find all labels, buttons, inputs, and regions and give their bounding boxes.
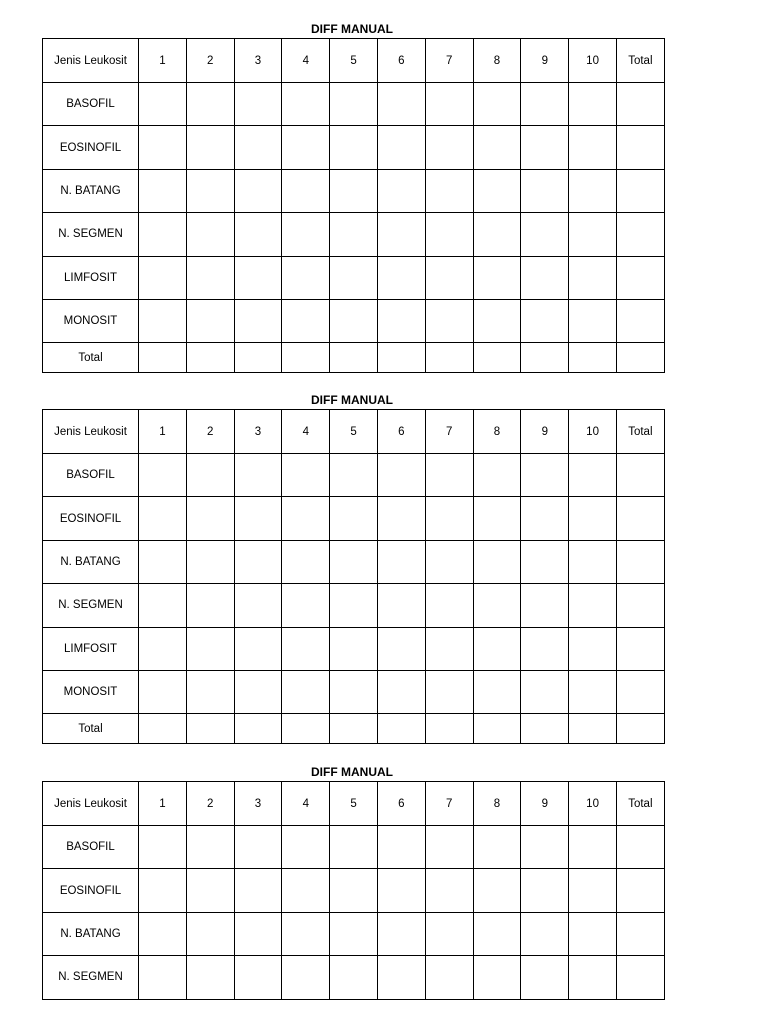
header-cell: 6 xyxy=(377,410,425,454)
row-label: Total xyxy=(43,343,139,373)
count-cell[interactable] xyxy=(186,454,234,497)
count-cell[interactable] xyxy=(282,126,330,169)
table-row xyxy=(43,169,665,212)
count-cell[interactable] xyxy=(473,956,521,999)
header-cell: 10 xyxy=(569,39,617,83)
sheet-title: DIFF MANUAL xyxy=(311,393,393,407)
count-cell[interactable] xyxy=(234,454,282,497)
count-cell[interactable] xyxy=(425,497,473,540)
count-cell[interactable] xyxy=(425,584,473,627)
total-cell[interactable] xyxy=(616,83,664,126)
total-row xyxy=(43,343,665,373)
count-cell[interactable] xyxy=(473,584,521,627)
count-cell[interactable] xyxy=(521,627,569,670)
count-cell[interactable] xyxy=(282,256,330,299)
count-cell[interactable] xyxy=(282,912,330,955)
table-row xyxy=(43,912,665,955)
leukocyte-count-table xyxy=(42,38,665,373)
count-cell[interactable] xyxy=(521,956,569,999)
count-cell[interactable] xyxy=(330,299,378,342)
header-cell: 9 xyxy=(521,39,569,83)
count-cell[interactable] xyxy=(473,670,521,713)
header-cell: Jenis Leukosit xyxy=(43,39,139,83)
count-cell[interactable] xyxy=(377,454,425,497)
row-label: EOSINOFIL xyxy=(43,869,139,912)
header-cell: Total xyxy=(616,410,664,454)
header-cell: 3 xyxy=(234,782,282,826)
table-row xyxy=(43,454,665,497)
table-row xyxy=(43,540,665,583)
count-cell[interactable] xyxy=(377,714,425,744)
count-cell[interactable] xyxy=(425,670,473,713)
diff-manual-sheet-2 xyxy=(42,391,664,744)
count-cell[interactable] xyxy=(234,83,282,126)
count-cell[interactable] xyxy=(282,584,330,627)
count-cell[interactable] xyxy=(425,454,473,497)
header-cell: 10 xyxy=(569,410,617,454)
row-label: N. SEGMEN xyxy=(43,213,139,256)
count-cell[interactable] xyxy=(186,497,234,540)
header-cell: 6 xyxy=(377,39,425,83)
row-label: MONOSIT xyxy=(43,299,139,342)
sheet-title: DIFF MANUAL xyxy=(311,22,393,36)
row-label: EOSINOFIL xyxy=(43,497,139,540)
count-cell[interactable] xyxy=(377,627,425,670)
count-cell[interactable] xyxy=(186,627,234,670)
count-cell[interactable] xyxy=(521,343,569,373)
count-cell[interactable] xyxy=(425,869,473,912)
header-cell: 5 xyxy=(330,410,378,454)
count-cell[interactable] xyxy=(425,299,473,342)
row-label: LIMFOSIT xyxy=(43,627,139,670)
count-cell[interactable] xyxy=(425,714,473,744)
header-cell: 7 xyxy=(425,410,473,454)
total-cell[interactable] xyxy=(616,497,664,540)
count-cell[interactable] xyxy=(330,912,378,955)
total-cell[interactable] xyxy=(616,126,664,169)
count-cell[interactable] xyxy=(139,627,187,670)
table-row xyxy=(43,83,665,126)
header-cell: Jenis Leukosit xyxy=(43,410,139,454)
row-label: BASOFIL xyxy=(43,826,139,869)
count-cell[interactable] xyxy=(425,540,473,583)
count-cell[interactable] xyxy=(521,670,569,713)
count-cell[interactable] xyxy=(473,869,521,912)
table-row xyxy=(43,497,665,540)
count-cell[interactable] xyxy=(282,714,330,744)
count-cell[interactable] xyxy=(377,584,425,627)
table-row xyxy=(43,299,665,342)
count-cell[interactable] xyxy=(377,540,425,583)
count-cell[interactable] xyxy=(521,540,569,583)
count-cell[interactable] xyxy=(186,169,234,212)
header-cell: 10 xyxy=(569,782,617,826)
total-cell[interactable] xyxy=(616,912,664,955)
count-cell[interactable] xyxy=(377,169,425,212)
row-label: N. SEGMEN xyxy=(43,584,139,627)
count-cell[interactable] xyxy=(569,584,617,627)
count-cell[interactable] xyxy=(282,454,330,497)
count-cell[interactable] xyxy=(377,912,425,955)
count-cell[interactable] xyxy=(139,714,187,744)
count-cell[interactable] xyxy=(282,83,330,126)
count-cell[interactable] xyxy=(186,256,234,299)
count-cell[interactable] xyxy=(234,826,282,869)
count-cell[interactable] xyxy=(186,956,234,999)
count-cell[interactable] xyxy=(186,343,234,373)
count-cell[interactable] xyxy=(330,213,378,256)
count-cell[interactable] xyxy=(473,912,521,955)
count-cell[interactable] xyxy=(425,912,473,955)
count-cell[interactable] xyxy=(569,454,617,497)
count-cell[interactable] xyxy=(473,540,521,583)
total-cell[interactable] xyxy=(616,343,664,373)
count-cell[interactable] xyxy=(186,584,234,627)
header-cell: 2 xyxy=(186,410,234,454)
header-cell: 9 xyxy=(521,410,569,454)
count-cell[interactable] xyxy=(234,213,282,256)
count-cell[interactable] xyxy=(234,126,282,169)
header-cell: 5 xyxy=(330,782,378,826)
count-cell[interactable] xyxy=(569,670,617,713)
count-cell[interactable] xyxy=(569,714,617,744)
count-cell[interactable] xyxy=(282,343,330,373)
count-cell[interactable] xyxy=(569,497,617,540)
count-cell[interactable] xyxy=(139,299,187,342)
header-cell: 2 xyxy=(186,782,234,826)
count-cell[interactable] xyxy=(139,584,187,627)
sheet-title: DIFF MANUAL xyxy=(311,765,393,779)
header-cell: Total xyxy=(616,39,664,83)
count-cell[interactable] xyxy=(186,869,234,912)
table-row xyxy=(43,256,665,299)
count-cell[interactable] xyxy=(569,869,617,912)
count-cell[interactable] xyxy=(569,912,617,955)
count-cell[interactable] xyxy=(377,126,425,169)
count-cell[interactable] xyxy=(473,126,521,169)
count-cell[interactable] xyxy=(330,826,378,869)
count-cell[interactable] xyxy=(234,869,282,912)
count-cell[interactable] xyxy=(330,627,378,670)
count-cell[interactable] xyxy=(234,497,282,540)
total-cell[interactable] xyxy=(616,213,664,256)
count-cell[interactable] xyxy=(569,343,617,373)
count-cell[interactable] xyxy=(139,126,187,169)
count-cell[interactable] xyxy=(330,126,378,169)
row-label: Total xyxy=(43,714,139,744)
table-row xyxy=(43,670,665,713)
count-cell[interactable] xyxy=(521,714,569,744)
leukocyte-count-table xyxy=(42,409,665,744)
count-cell[interactable] xyxy=(186,714,234,744)
count-cell[interactable] xyxy=(569,126,617,169)
table-row xyxy=(43,584,665,627)
count-cell[interactable] xyxy=(282,670,330,713)
row-label: LIMFOSIT xyxy=(43,256,139,299)
total-cell[interactable] xyxy=(616,826,664,869)
count-cell[interactable] xyxy=(186,670,234,713)
count-cell[interactable] xyxy=(473,169,521,212)
count-cell[interactable] xyxy=(139,540,187,583)
table-row xyxy=(43,126,665,169)
count-cell[interactable] xyxy=(139,213,187,256)
count-cell[interactable] xyxy=(330,540,378,583)
header-cell: 3 xyxy=(234,39,282,83)
count-cell[interactable] xyxy=(569,826,617,869)
count-cell[interactable] xyxy=(330,497,378,540)
count-cell[interactable] xyxy=(139,826,187,869)
count-cell[interactable] xyxy=(139,497,187,540)
count-cell[interactable] xyxy=(330,670,378,713)
count-cell[interactable] xyxy=(139,869,187,912)
total-cell[interactable] xyxy=(616,299,664,342)
count-cell[interactable] xyxy=(473,627,521,670)
header-cell: 3 xyxy=(234,410,282,454)
count-cell[interactable] xyxy=(569,956,617,999)
row-label: N. BATANG xyxy=(43,169,139,212)
count-cell[interactable] xyxy=(234,627,282,670)
count-cell[interactable] xyxy=(521,213,569,256)
count-cell[interactable] xyxy=(425,256,473,299)
table-row xyxy=(43,213,665,256)
count-cell[interactable] xyxy=(425,343,473,373)
count-cell[interactable] xyxy=(377,497,425,540)
total-cell[interactable] xyxy=(616,869,664,912)
total-cell[interactable] xyxy=(616,256,664,299)
count-cell[interactable] xyxy=(425,126,473,169)
header-cell: 1 xyxy=(139,410,187,454)
count-cell[interactable] xyxy=(330,256,378,299)
count-cell[interactable] xyxy=(234,299,282,342)
total-cell[interactable] xyxy=(616,540,664,583)
count-cell[interactable] xyxy=(473,83,521,126)
count-cell[interactable] xyxy=(569,83,617,126)
row-label: N. BATANG xyxy=(43,912,139,955)
header-cell: 4 xyxy=(282,39,330,83)
count-cell[interactable] xyxy=(282,869,330,912)
count-cell[interactable] xyxy=(569,256,617,299)
count-cell[interactable] xyxy=(377,869,425,912)
header-cell: 7 xyxy=(425,39,473,83)
row-label: N. BATANG xyxy=(43,540,139,583)
total-cell[interactable] xyxy=(616,454,664,497)
count-cell[interactable] xyxy=(186,826,234,869)
count-cell[interactable] xyxy=(521,126,569,169)
count-cell[interactable] xyxy=(139,83,187,126)
count-cell[interactable] xyxy=(234,540,282,583)
diff-manual-sheet-3 xyxy=(42,763,664,1000)
count-cell[interactable] xyxy=(186,299,234,342)
count-cell[interactable] xyxy=(377,670,425,713)
count-cell[interactable] xyxy=(425,956,473,999)
count-cell[interactable] xyxy=(473,256,521,299)
count-cell[interactable] xyxy=(521,869,569,912)
count-cell[interactable] xyxy=(569,627,617,670)
count-cell[interactable] xyxy=(330,83,378,126)
count-cell[interactable] xyxy=(330,169,378,212)
header-row xyxy=(43,782,665,826)
count-cell[interactable] xyxy=(569,299,617,342)
count-cell[interactable] xyxy=(521,256,569,299)
total-cell[interactable] xyxy=(616,670,664,713)
count-cell[interactable] xyxy=(234,584,282,627)
count-cell[interactable] xyxy=(139,256,187,299)
count-cell[interactable] xyxy=(330,869,378,912)
count-cell[interactable] xyxy=(330,454,378,497)
row-label: MONOSIT xyxy=(43,670,139,713)
count-cell[interactable] xyxy=(377,343,425,373)
count-cell[interactable] xyxy=(473,454,521,497)
count-cell[interactable] xyxy=(473,299,521,342)
count-cell[interactable] xyxy=(473,714,521,744)
count-cell[interactable] xyxy=(377,83,425,126)
count-cell[interactable] xyxy=(139,454,187,497)
total-row xyxy=(43,714,665,744)
count-cell[interactable] xyxy=(425,627,473,670)
count-cell[interactable] xyxy=(473,826,521,869)
row-label: BASOFIL xyxy=(43,454,139,497)
count-cell[interactable] xyxy=(521,584,569,627)
count-cell[interactable] xyxy=(234,343,282,373)
count-cell[interactable] xyxy=(234,912,282,955)
count-cell[interactable] xyxy=(282,540,330,583)
count-cell[interactable] xyxy=(377,299,425,342)
count-cell[interactable] xyxy=(330,714,378,744)
count-cell[interactable] xyxy=(521,497,569,540)
table-row xyxy=(43,627,665,670)
count-cell[interactable] xyxy=(234,256,282,299)
total-cell[interactable] xyxy=(616,956,664,999)
count-cell[interactable] xyxy=(425,83,473,126)
count-cell[interactable] xyxy=(521,826,569,869)
header-cell: 2 xyxy=(186,39,234,83)
count-cell[interactable] xyxy=(139,169,187,212)
total-cell[interactable] xyxy=(616,627,664,670)
count-cell[interactable] xyxy=(234,956,282,999)
count-cell[interactable] xyxy=(139,670,187,713)
header-cell: 5 xyxy=(330,39,378,83)
count-cell[interactable] xyxy=(282,497,330,540)
count-cell[interactable] xyxy=(186,83,234,126)
header-cell: 4 xyxy=(282,782,330,826)
count-cell[interactable] xyxy=(521,169,569,212)
total-cell[interactable] xyxy=(616,714,664,744)
count-cell[interactable] xyxy=(282,213,330,256)
count-cell[interactable] xyxy=(425,169,473,212)
count-cell[interactable] xyxy=(282,169,330,212)
count-cell[interactable] xyxy=(377,826,425,869)
table-row xyxy=(43,956,665,999)
count-cell[interactable] xyxy=(473,343,521,373)
header-cell: 6 xyxy=(377,782,425,826)
count-cell[interactable] xyxy=(330,956,378,999)
count-cell[interactable] xyxy=(473,213,521,256)
header-cell: 8 xyxy=(473,782,521,826)
count-cell[interactable] xyxy=(282,627,330,670)
header-cell: 9 xyxy=(521,782,569,826)
count-cell[interactable] xyxy=(186,540,234,583)
header-cell: Jenis Leukosit xyxy=(43,782,139,826)
count-cell[interactable] xyxy=(234,169,282,212)
header-cell: 7 xyxy=(425,782,473,826)
count-cell[interactable] xyxy=(521,83,569,126)
header-cell: 8 xyxy=(473,410,521,454)
count-cell[interactable] xyxy=(473,497,521,540)
total-cell[interactable] xyxy=(616,584,664,627)
count-cell[interactable] xyxy=(569,213,617,256)
row-label: N. SEGMEN xyxy=(43,956,139,999)
count-cell[interactable] xyxy=(282,299,330,342)
count-cell[interactable] xyxy=(425,213,473,256)
total-cell[interactable] xyxy=(616,169,664,212)
count-cell[interactable] xyxy=(186,213,234,256)
table-row xyxy=(43,826,665,869)
header-cell: Total xyxy=(616,782,664,826)
count-cell[interactable] xyxy=(330,584,378,627)
count-cell[interactable] xyxy=(521,299,569,342)
header-cell: 1 xyxy=(139,782,187,826)
header-row xyxy=(43,410,665,454)
count-cell[interactable] xyxy=(569,169,617,212)
count-cell[interactable] xyxy=(186,912,234,955)
diff-manual-sheet-1 xyxy=(42,20,664,373)
count-cell[interactable] xyxy=(569,540,617,583)
header-row xyxy=(43,39,665,83)
header-cell: 1 xyxy=(139,39,187,83)
count-cell[interactable] xyxy=(425,826,473,869)
count-cell[interactable] xyxy=(521,454,569,497)
row-label: EOSINOFIL xyxy=(43,126,139,169)
count-cell[interactable] xyxy=(377,213,425,256)
count-cell[interactable] xyxy=(139,343,187,373)
row-label: BASOFIL xyxy=(43,83,139,126)
count-cell[interactable] xyxy=(234,670,282,713)
count-cell[interactable] xyxy=(377,956,425,999)
count-cell[interactable] xyxy=(282,826,330,869)
leukocyte-count-table xyxy=(42,781,665,1000)
header-cell: 4 xyxy=(282,410,330,454)
count-cell[interactable] xyxy=(186,126,234,169)
count-cell[interactable] xyxy=(521,912,569,955)
count-cell[interactable] xyxy=(330,343,378,373)
count-cell[interactable] xyxy=(377,256,425,299)
table-row xyxy=(43,869,665,912)
count-cell[interactable] xyxy=(139,956,187,999)
header-cell: 8 xyxy=(473,39,521,83)
count-cell[interactable] xyxy=(139,912,187,955)
count-cell[interactable] xyxy=(282,956,330,999)
count-cell[interactable] xyxy=(234,714,282,744)
